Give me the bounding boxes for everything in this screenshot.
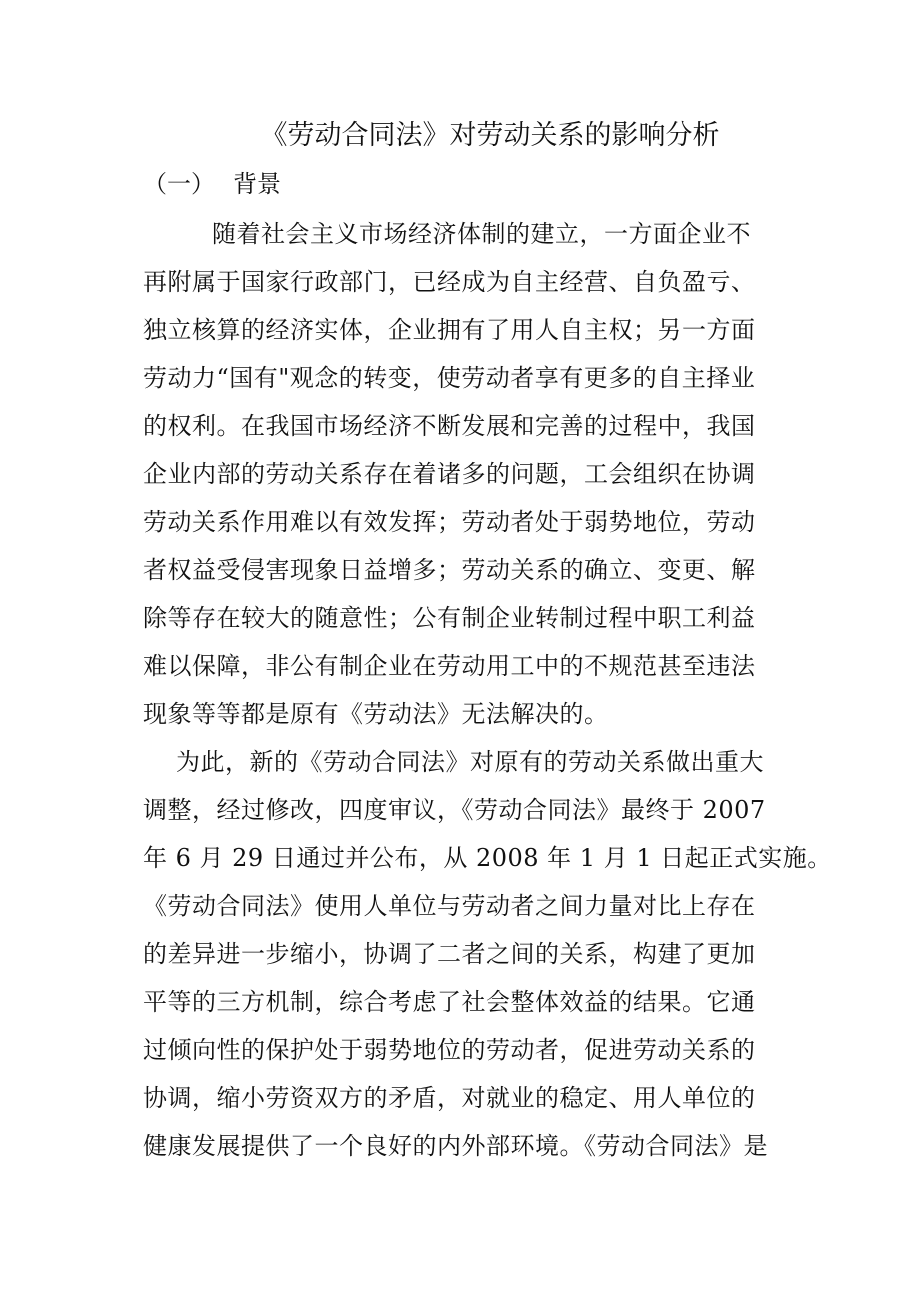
paragraph-2-line: 过倾向性的保护处于弱势地位的劳动者，促进劳动关系的 (143, 1036, 756, 1064)
paragraph-2-line: 《劳动合同法》使用人单位与劳动者之间力量对比上存在 (143, 892, 756, 920)
paragraph-1-line: 者权益受侵害现象日益增多；劳动关系的确立、变更、解 (143, 556, 756, 584)
paragraph-1-line: 企业内部的劳动关系存在着诸多的问题，工会组织在协调 (143, 460, 756, 488)
paragraph-1-line: 除等存在较大的随意性；公有制企业转制过程中职工利益 (143, 604, 756, 632)
paragraph-2-line: 平等的三方机制，综合考虑了社会整体效益的结果。它通 (143, 988, 756, 1016)
paragraph-2-line: 健康发展提供了一个良好的内外部环境。《劳动合同法》是 (143, 1132, 768, 1160)
paragraph-1-line: 现象等等都是原有《劳动法》无法解决的。 (143, 700, 609, 728)
paragraph-1-line: 的权利。在我国市场经济不断发展和完善的过程中，我国 (143, 412, 756, 440)
paragraph-1-line: 难以保障，非公有制企业在劳动用工中的不规范甚至违法 (143, 652, 756, 680)
paragraph-2-line: 调整，经过修改，四度审议，《劳动合同法》最终于 2007 (143, 796, 766, 824)
paragraph-1-line: 劳动力“国有"观念的转变，使劳动者享有更多的自主择业 (143, 364, 756, 392)
paragraph-2-line: 的差异进一步缩小，协调了二者之间的关系，构建了更加 (143, 940, 756, 968)
paragraph-2-line: 为此，新的《劳动合同法》对原有的劳动关系做出重大 (176, 748, 764, 776)
paragraph-1-line: 独立核算的经济实体，企业拥有了用人自主权；另一方面 (143, 316, 756, 344)
section-number: （一） (143, 170, 215, 198)
paragraph-2-line: 年 6 月 29 日通过并公布，从 2008 年 1 月 1 日起正式实施。 (143, 844, 832, 872)
paragraph-1-line: 随着社会主义市场经济体制的建立，一方面企业不 (212, 220, 751, 248)
section-heading (143, 164, 281, 204)
section-heading-text: 背景 (233, 170, 281, 198)
document-title: 《劳动合同法》对劳动关系的影响分析 (260, 120, 720, 151)
paragraph-1-line: 劳动关系作用难以有效发挥；劳动者处于弱势地位，劳动 (143, 508, 756, 536)
paragraph-1-line: 再附属于国家行政部门，已经成为自主经营、自负盈亏、 (143, 268, 756, 296)
paragraph-2-line: 协调，缩小劳资双方的矛盾，对就业的稳定、用人单位的 (143, 1084, 756, 1112)
